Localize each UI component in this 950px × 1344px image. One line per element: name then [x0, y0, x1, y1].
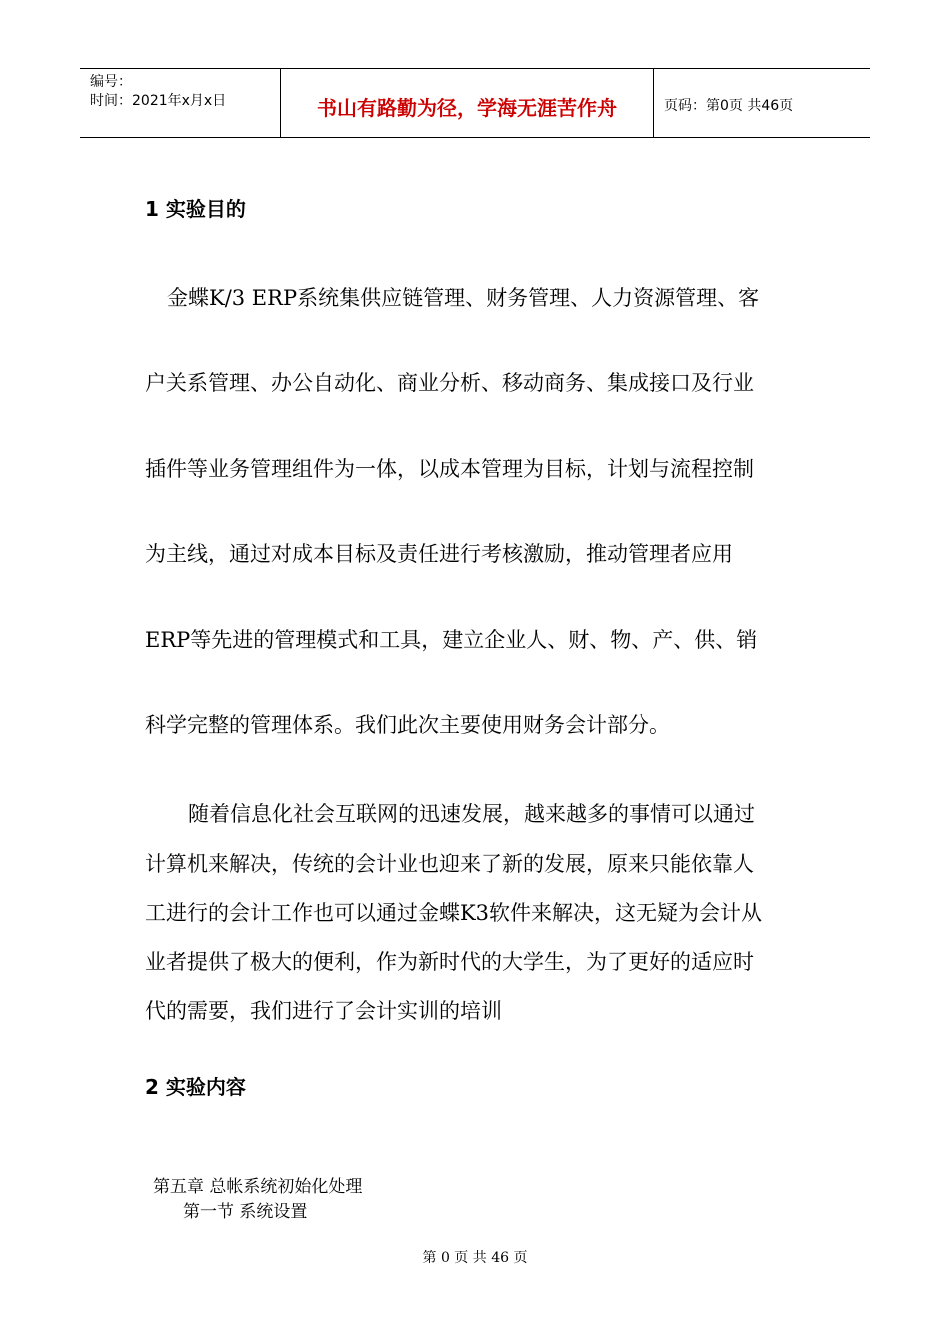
- paragraph-1-line: ERP等先进的管理模式和工具，建立企业人、财、物、产、供、销: [145, 628, 758, 652]
- paragraph-2-line: 随着信息化社会互联网的迅速发展，越来越多的事情可以通过: [188, 802, 755, 826]
- header-page-cell: [654, 69, 870, 137]
- paragraph-2-line: 业者提供了极大的便利，作为新时代的大学生，为了更好的适应时: [145, 950, 754, 974]
- paragraph-1-line: 科学完整的管理体系。我们此次主要使用财务会计部分。: [145, 713, 670, 737]
- page-footer: 第 0 页 共 46 页: [422, 1250, 528, 1266]
- paragraph-1-line: 户关系管理、办公自动化、商业分析、移动商务、集成接口及行业: [145, 371, 754, 395]
- paragraph-2-line: 工进行的会计工作也可以通过金蝶K3软件来解决，这无疑为会计从: [145, 901, 763, 925]
- document-header: [80, 68, 870, 138]
- document-number-label: 编号：: [90, 74, 132, 90]
- paragraph-2-line: 代的需要，我们进行了会计实训的培训: [145, 999, 502, 1023]
- subsection-title: 第一节 系统设置: [183, 1202, 308, 1222]
- document-date-label: 时间：2021年x月x日: [90, 93, 227, 109]
- header-page-code: 页码：第0页 共46页: [664, 98, 794, 114]
- header-motto: 书山有路勤为径，学海无涯苦作舟: [317, 96, 617, 120]
- chapter-title: 第五章 总帐系统初始化处理: [153, 1177, 363, 1197]
- paragraph-1-line: 插件等业务管理组件为一体，以成本管理为目标，计划与流程控制: [145, 457, 754, 481]
- paragraph-1-line: 为主线，通过对成本目标及责任进行考核激励，推动管理者应用: [145, 542, 733, 566]
- section-2-heading: 2 实验内容: [145, 1075, 246, 1099]
- header-motto-cell: [281, 69, 654, 137]
- section-1-heading: 1 实验目的: [145, 197, 246, 221]
- paragraph-1-line: 金蝶K/3 ERP系统集供应链管理、财务管理、人力资源管理、客: [167, 286, 760, 310]
- paragraph-2-line: 计算机来解决，传统的会计业也迎来了新的发展，原来只能依靠人: [145, 852, 754, 876]
- header-meta-cell: [80, 69, 281, 137]
